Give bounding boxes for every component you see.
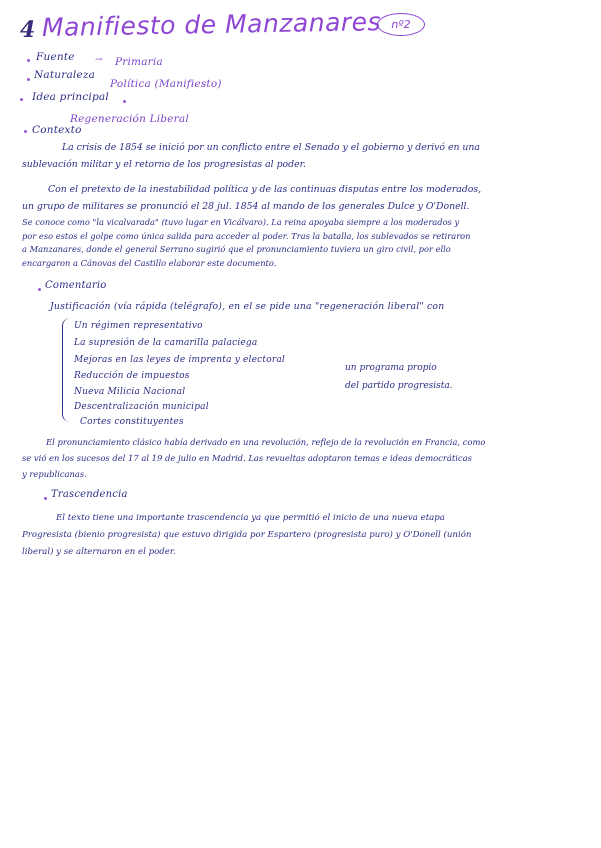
- section-number: 4: [20, 17, 36, 43]
- text-line: Se conoce como "la vicalvarada" (tuvo lugar en Vicálvaro). La reina apoyaba siempre a los moderados y: [22, 217, 460, 227]
- list-item: Nueva Milicia Nacional: [74, 387, 186, 397]
- contexto-paragraph-2: [22, 182, 588, 215]
- bullet-icon: [20, 98, 23, 101]
- list-item: Mejoras en las leyes de imprenta y electoral: [74, 355, 285, 365]
- list-item: Un régimen representativo: [74, 321, 203, 331]
- contexto-paragraph-1: [22, 140, 588, 173]
- list-item: La supresión de la camarilla palaciega: [74, 338, 258, 348]
- text-line: liberal) y se alternaron en el poder.: [22, 547, 176, 557]
- ideas-value: Regeneración Liberal: [70, 113, 189, 125]
- text-line: encargaron a Cánovas del Castillo elaborar este documento.: [22, 257, 277, 268]
- text-line: por eso estos el golpe como única salida para acceder al poder. Tras la batalla, los sublevados se retiraron: [22, 230, 471, 241]
- text-line: El texto tiene una importante trascendencia ya que permitió el inicio de una nueva etapa: [56, 513, 445, 523]
- fuente-label: Fuente: [36, 51, 75, 63]
- text-line: El pronunciamiento clásico había derivado en una revolución, reflejo de la revolución en Francia, como: [46, 437, 486, 447]
- bullet-icon: [123, 100, 126, 103]
- arrow-icon: →: [95, 55, 103, 65]
- list-item: Reducción de impuestos: [74, 371, 190, 381]
- text-line: un grupo de militares se pronunció el 28 jul. 1854 al mando de los generales Dulce y O'Donell.: [22, 200, 470, 212]
- text-line: Progresista (bienio progresista) que estuvo dirigida por Espartero (progresista puro) y O'Donell (unión: [22, 530, 472, 540]
- bullet-icon: [44, 497, 47, 500]
- naturaleza-value: Política (Manifiesto): [110, 78, 222, 90]
- contexto-label: Contexto: [32, 124, 82, 136]
- aside-note-line: un programa propio: [345, 363, 437, 373]
- comentario-intro: Justificación (vía rápida (telégrafo), en el se pide una "regeneración liberal" con: [50, 301, 445, 312]
- text-line: a Manzanares, donde el general Serrano sugirió que el pronunciamiento tuviera un giro civil, por ello: [22, 244, 451, 254]
- list-item: Cortes constituyentes: [80, 417, 184, 427]
- text-line: Con el pretexto de la inestabilidad política y de las continuas disputas entre los moderados,: [48, 184, 482, 195]
- contexto-paragraph-3: [22, 216, 588, 270]
- comentario-paragraph: [22, 434, 588, 482]
- number-badge: nº2: [377, 13, 425, 36]
- aside-note-line: del partido progresista.: [345, 381, 453, 391]
- list-item: Descentralización municipal: [74, 402, 209, 412]
- fuente-value: Primaria: [115, 56, 163, 68]
- page-title: Manifiesto de Manzanares: [41, 7, 382, 42]
- bullet-icon: [27, 78, 30, 81]
- text-line: se vió en los sucesos del 17 al 19 de julio en Madrid. Las revueltas adoptaron temas e ideas democráticas: [22, 453, 472, 463]
- bullet-icon: [38, 288, 41, 291]
- naturaleza-label: Naturaleza: [34, 69, 96, 81]
- trascendencia-label: Trascendencia: [51, 489, 128, 500]
- text-line: sublevación militar y el retorno de los progresistas al poder.: [22, 158, 306, 170]
- ideas-label: Idea principal: [32, 91, 109, 103]
- trascendencia-paragraph: [22, 510, 588, 561]
- text-line: La crisis de 1854 se inició por un conflicto entre el Senado y el gobierno y derivó en una: [62, 142, 480, 153]
- list-bracket: [62, 318, 73, 422]
- bullet-icon: [24, 130, 27, 133]
- text-line: y republicanas.: [22, 469, 87, 479]
- bullet-icon: [27, 59, 30, 62]
- comentario-label: Comentario: [45, 280, 107, 291]
